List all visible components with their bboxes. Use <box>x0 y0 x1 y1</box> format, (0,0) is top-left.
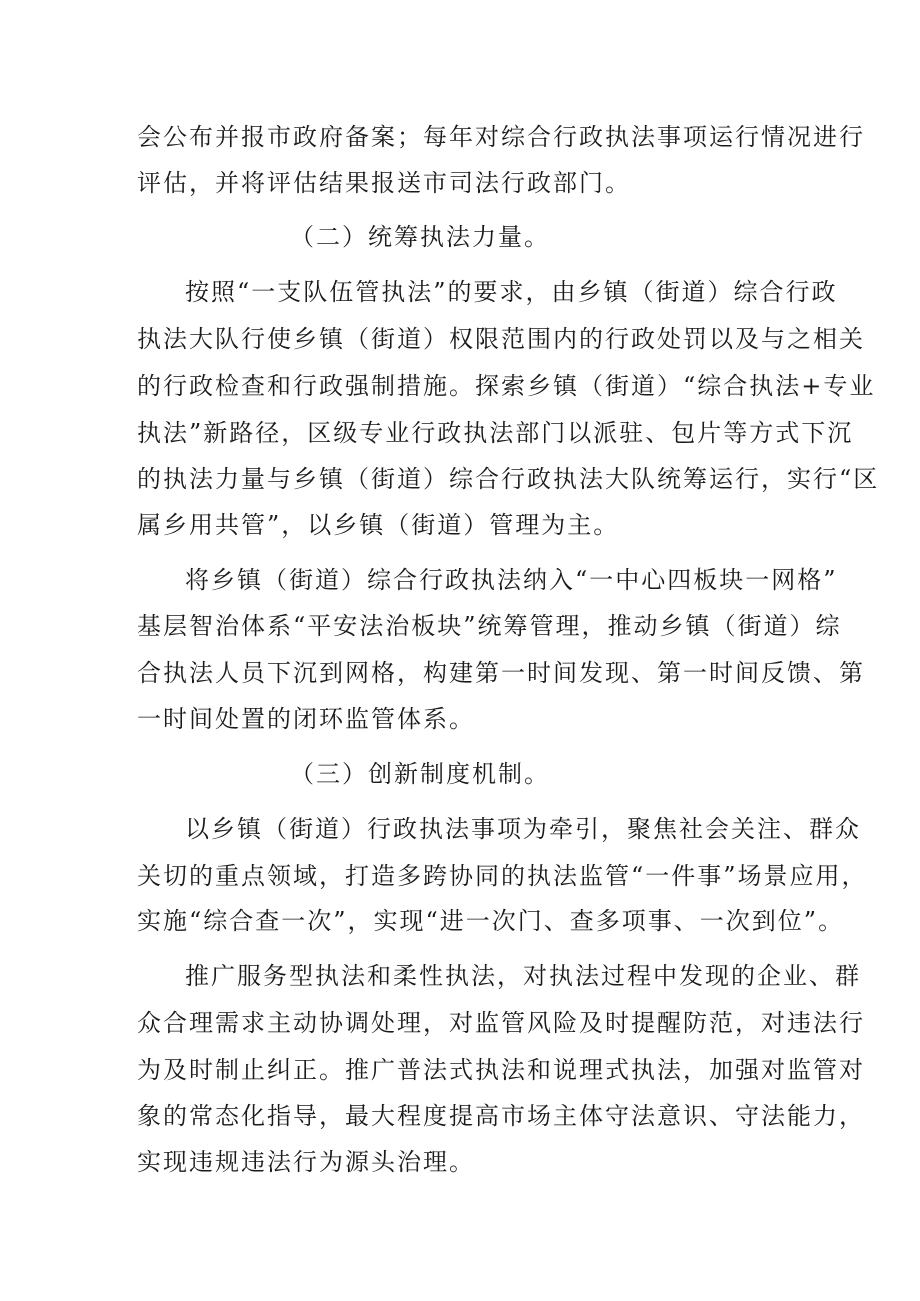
paragraph-line: 评估，并将评估结果报送市司法行政部门。 <box>137 169 631 197</box>
paragraph-line: 关切的重点领域，打造多跨协同的执法监管“一件事”场景应用， <box>137 862 868 890</box>
paragraph-line: 将乡镇（街道）综合行政执法纳入“一中心四板块一网格” <box>185 566 838 594</box>
paragraph-line: 以乡镇（街道）行政执法事项为牵引，聚焦社会关注、群众 <box>185 815 861 843</box>
paragraph-line: 一时间处置的闭环监管体系。 <box>137 705 475 733</box>
paragraph-line: 推广服务型执法和柔性执法，对执法过程中发现的企业、群 <box>185 962 861 990</box>
paragraph-line: 合执法人员下沉到网格，构建第一时间发现、第一时间反馈、第 <box>137 659 865 687</box>
paragraph-line: 会公布并报市政府备案；每年对综合行政执法事项运行情况进行 <box>137 123 865 151</box>
paragraph-line: 实施“综合查一次”，实现“进一次门、查多项事、一次到位”。 <box>137 907 845 935</box>
paragraph-line: 按照“一支队伍管执法”的要求，由乡镇（街道）综合行政 <box>185 278 838 306</box>
paragraph-line: 执法”新路径，区级专业行政执法部门以派驻、包片等方式下沉 <box>137 419 854 447</box>
section-heading: （二）统筹执法力量。 <box>290 223 550 251</box>
paragraph-line: 的行政检查和行政强制措施。探索乡镇（街道）“综合执法+专业 <box>137 372 876 400</box>
paragraph-line: 属乡用共管”，以乡镇（街道）管理为主。 <box>137 511 620 539</box>
paragraph-line: 实现违规违法行为源头治理。 <box>137 1148 475 1176</box>
section-heading: （三）创新制度机制。 <box>290 760 550 788</box>
paragraph-line: 众合理需求主动协调处理，对监管风险及时提醒防范，对违法行 <box>137 1009 865 1037</box>
paragraph-line: 执法大队行使乡镇（街道）权限范围内的行政处罚以及与之相关 <box>137 325 865 353</box>
paragraph-line: 象的常态化指导，最大程度提高市场主体守法意识、守法能力， <box>137 1102 865 1130</box>
paragraph-line: 的执法力量与乡镇（街道）综合行政执法大队统筹运行，实行“区 <box>137 465 880 493</box>
paragraph-line: 基层智治体系“平安法治板块”统筹管理，推动乡镇（街道）综 <box>137 612 842 640</box>
paragraph-line: 为及时制止纠正。推广普法式执法和说理式执法，加强对监管对 <box>137 1056 865 1084</box>
